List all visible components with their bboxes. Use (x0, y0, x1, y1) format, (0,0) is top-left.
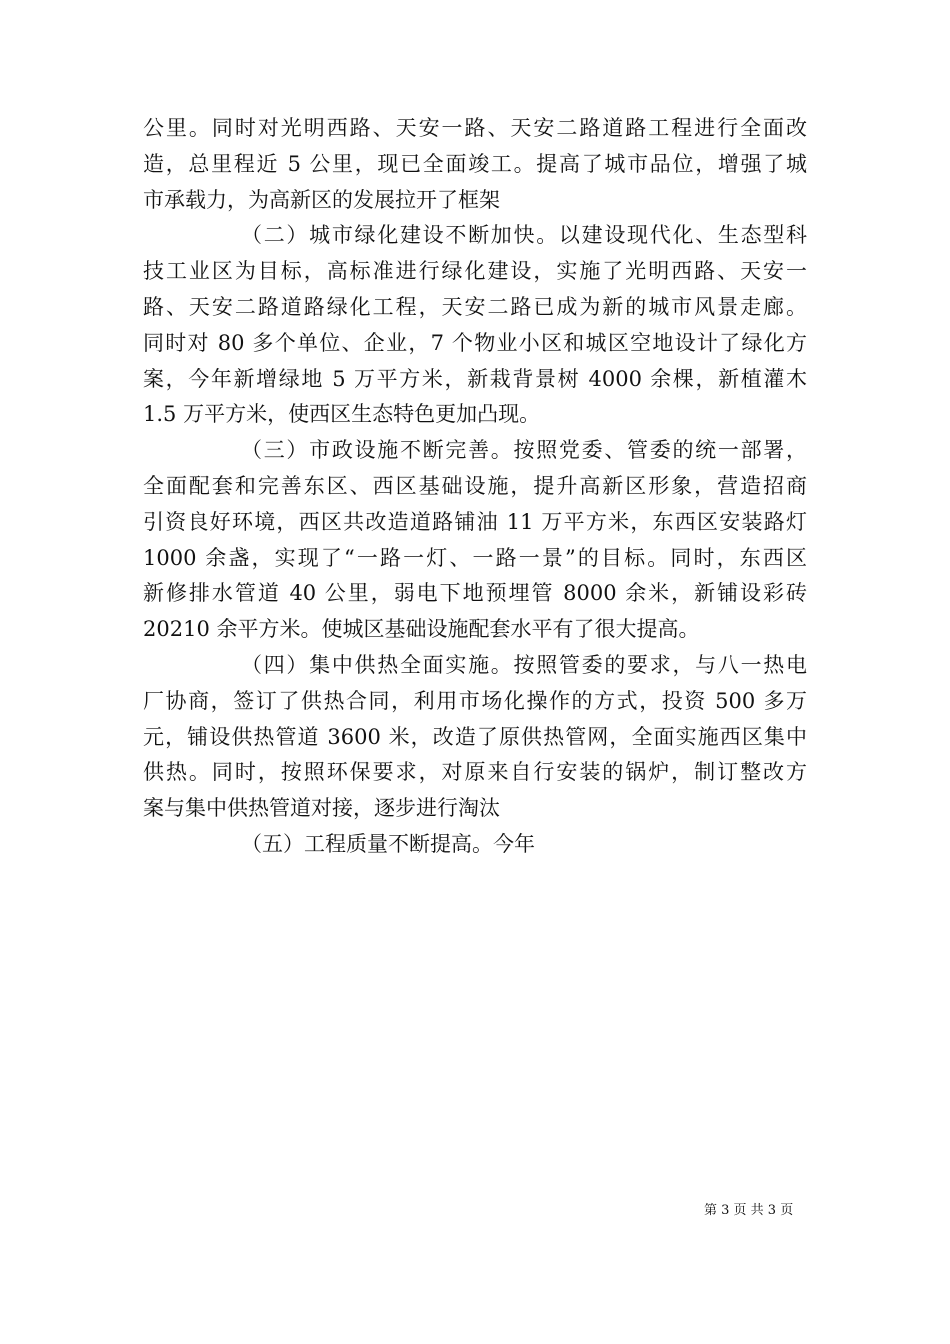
text-line: 技工业区为目标，高标准进行绿化建设，实施了光明西路、天安一 (143, 259, 807, 284)
text-line: 造，总里程近 5 公里，现已全面竣工。提高了城市品位，增强了城 (143, 151, 807, 176)
text-line: 1.5 万平方米，使西区生态特色更加凸现。 (143, 402, 541, 427)
text-line: 公里。同时对光明西路、天安一路、天安二路道路工程进行全面改 (143, 116, 807, 140)
paragraph (143, 218, 807, 433)
text-line: 供热。同时，按照环保要求，对原来自行安装的锅炉，制订整改方 (143, 760, 807, 785)
text-line: 同时对 80 多个单位、企业，7 个物业小区和城区空地设计了绿化方 (143, 330, 807, 355)
text-line: 全面配套和完善东区、西区基础设施，提升高新区形象，营造招商 (143, 473, 807, 498)
document-body (143, 111, 807, 863)
text-line: （二）城市绿化建设不断加快。以建设现代化、生态型科 (241, 223, 807, 248)
text-line: （五）工程质量不断提高。今年 (241, 831, 535, 856)
text-line: 案与集中供热管道对接，逐步进行淘汰 (143, 796, 500, 821)
text-line: 案，今年新增绿地 5 万平方米，新栽背景树 4000 余棵，新植灌木 (143, 366, 807, 391)
text-line: 新修排水管道 40 公里，弱电下地预埋管 8000 余米，新铺设彩砖 (143, 581, 807, 606)
text-line: 路、天安二路道路绿化工程，天安二路已成为新的城市风景走廊。 (143, 294, 807, 319)
text-line: 引资良好环境，西区共改造道路铺油 11 万平方米，东西区安装路灯 (143, 509, 807, 534)
paragraph (143, 648, 807, 827)
text-line: （三）市政设施不断完善。按照党委、管委的统一部署， (241, 438, 807, 463)
text-line: 元，铺设供热管道 3600 米，改造了原供热管网，全面实施西区集中 (143, 724, 807, 749)
text-line: 1000 余盏，实现了“一路一灯、一路一景”的目标。同时，东西区 (143, 545, 807, 570)
paragraph (143, 827, 807, 863)
text-line: 厂协商，签订了供热合同，利用市场化操作的方式，投资 500 多万 (143, 688, 807, 713)
text-line: （四）集中供热全面实施。按照管委的要求，与八一热电 (241, 652, 807, 677)
page-number-footer: 第 3 页 共 3 页 (704, 1203, 794, 1218)
paragraph (143, 111, 807, 218)
text-line: 20210 余平方米。使城区基础设施配套水平有了很大提高。 (143, 617, 700, 642)
paragraph (143, 433, 807, 648)
text-line: 市承载力，为高新区的发展拉开了框架 (143, 187, 500, 212)
